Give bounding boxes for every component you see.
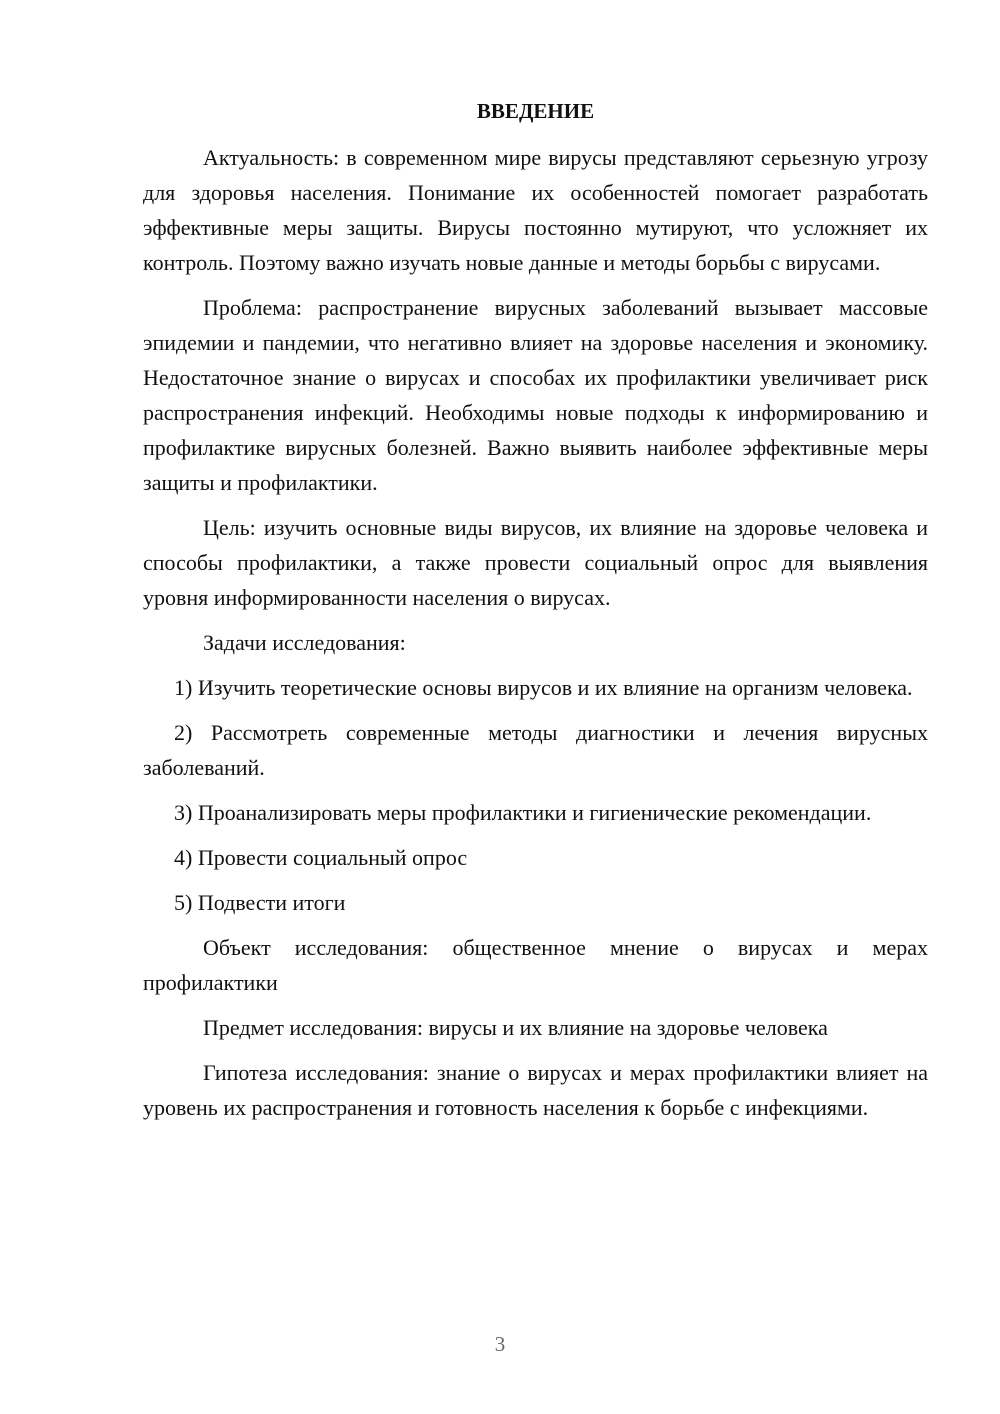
task-item: 2) Рассмотреть современные методы диагностики и лечения вирусных заболеваний. [143,720,928,780]
subject-paragraph: Предмет исследования: вирусы и их влияние на здоровье человека [203,1015,828,1040]
problem-paragraph: Проблема: распространение вирусных заболеваний вызывает массовые эпидемии и пандемии, что негативно влияет на здоровье населения и экономику. Недостаточное знание о вирусах и способах их профилактики увеличивает риск распространения инфекций. Необходимы новые подходы к информированию и профилактике вирусных болезней. Важно выявить наиболее эффективные меры защиты и профилактики. [143,295,928,495]
relevance-paragraph: Актуальность: в современном мире вирусы представляют серьезную угрозу для здоровья населения. Понимание их особенностей помогает разработать эффективные меры защиты. Вирусы постоянно мутируют, что усложняет их контроль. Поэтому важно изучать новые данные и методы борьбы с вирусами. [143,145,928,275]
goal-paragraph: Цель: изучить основные виды вирусов, их влияние на здоровье человека и способы профилактики, а также провести социальный опрос для выявления уровня информированности населения о вирусах. [143,515,928,610]
task-item: 1) Изучить теоретические основы вирусов и их влияние на организм человека. [174,675,913,700]
tasks-heading: Задачи исследования: [203,630,406,655]
object-paragraph: Объект исследования: общественное мнение о вирусах и мерах профилактики [143,935,928,995]
task-item: 5) Подвести итоги [174,890,346,915]
page-title: ВВЕДЕНИЕ [476,99,595,123]
hypothesis-paragraph: Гипотеза исследования: знание о вирусах и мерах профилактики влияет на уровень их распространения и готовность населения к борьбе с инфекциями. [143,1060,928,1120]
task-item: 4) Провести социальный опрос [174,845,468,870]
document-page [143,96,928,1135]
page-number: 3 [494,1332,506,1356]
task-item: 3) Проанализировать меры профилактики и гигиенические рекомендации. [174,800,872,825]
tasks-list [143,670,928,920]
